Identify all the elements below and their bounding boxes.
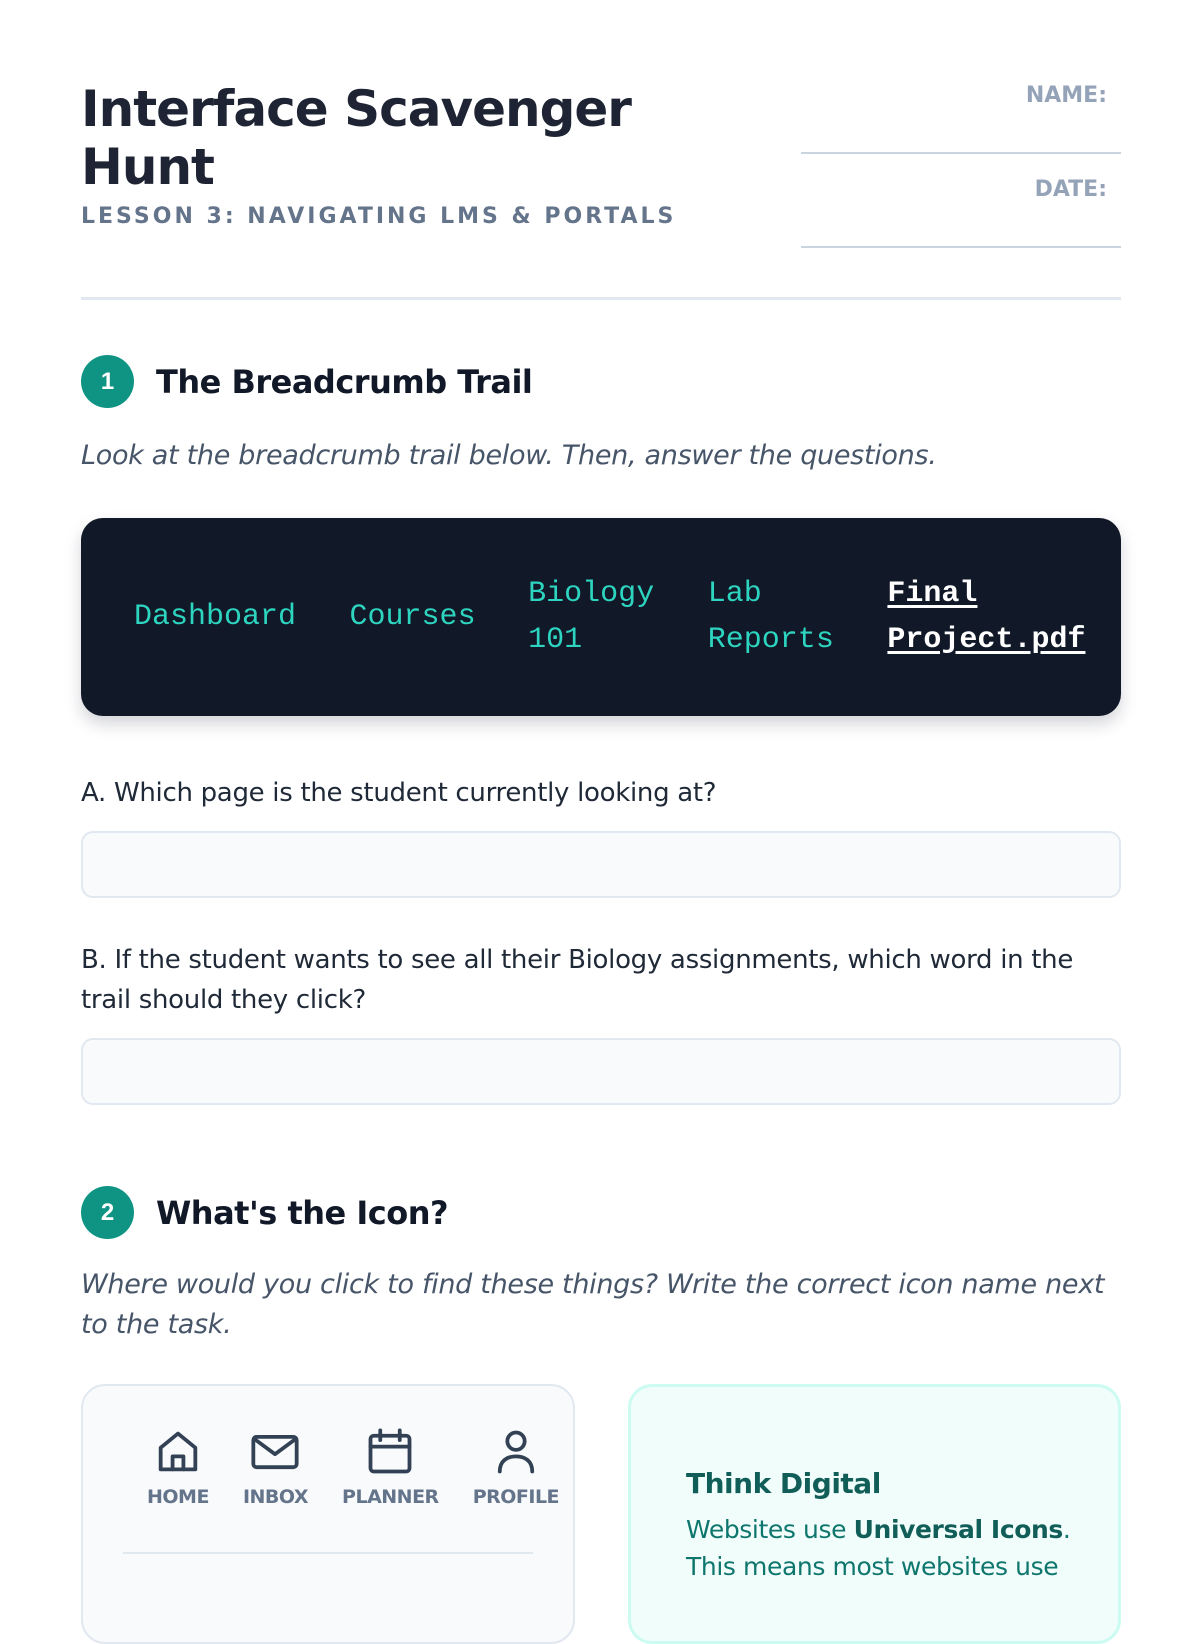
- answer-b-field[interactable]: [81, 1038, 1121, 1105]
- icon-nav-panel: [81, 1384, 575, 1644]
- nav-item-label: INBOX: [242, 1486, 309, 1508]
- question-b: B. If the student wants to see all their Biology assignments, which word in the trail should they click?: [81, 945, 1074, 1015]
- breadcrumb-item-lab-reports[interactable]: Lab Reports: [707, 577, 834, 657]
- tip-box: [628, 1384, 1121, 1644]
- question-a: A. Which page is the student currently looking at?: [81, 778, 717, 808]
- nav-item-label: PROFILE: [472, 1486, 560, 1508]
- section-number-badge: 2: [81, 1186, 134, 1239]
- nav-item-label: HOME: [147, 1486, 209, 1508]
- divider: [123, 1552, 533, 1554]
- breadcrumb-item-dashboard[interactable]: Dashboard: [134, 600, 297, 634]
- section-title: The Breadcrumb Trail: [156, 362, 533, 401]
- home-icon: [152, 1426, 204, 1478]
- worksheet-page: [81, 0, 1121, 1581]
- nav-item-planner[interactable]: [342, 1426, 439, 1508]
- tip-body-emphasis: Universal Icons: [853, 1515, 1063, 1544]
- name-field[interactable]: [801, 59, 1121, 154]
- nav-item-inbox[interactable]: [243, 1426, 308, 1508]
- icon-nav-row: [147, 1426, 593, 1508]
- worksheet-header: [81, 0, 1121, 300]
- mail-icon: [249, 1426, 301, 1478]
- section-title: What's the Icon?: [156, 1193, 449, 1232]
- name-label: NAME:: [1025, 83, 1107, 108]
- breadcrumb: [81, 518, 1121, 716]
- tip-title: Think Digital: [686, 1467, 881, 1500]
- breadcrumb-item-courses[interactable]: Courses: [349, 600, 476, 634]
- lesson-subtitle: LESSON 3: NAVIGATING LMS & PORTALS: [81, 204, 677, 229]
- calendar-icon: [364, 1426, 416, 1478]
- nav-item-label: PLANNER: [342, 1486, 439, 1508]
- answer-a-field[interactable]: [81, 831, 1121, 898]
- section-1-heading: [81, 355, 532, 408]
- nav-item-profile[interactable]: [473, 1426, 559, 1508]
- page-title: Interface Scavenger Hunt: [81, 80, 631, 196]
- breadcrumb-item-biology[interactable]: Biology 101: [528, 577, 655, 657]
- section-number-badge: 1: [81, 355, 134, 408]
- section-1-instructions: Look at the breadcrumb trail below. Then, answer the questions.: [81, 440, 937, 471]
- section-2-heading: [81, 1186, 448, 1239]
- date-label: DATE:: [1034, 177, 1107, 202]
- tip-body-text: Websites use: [686, 1515, 854, 1544]
- nav-item-home[interactable]: [147, 1426, 209, 1508]
- tip-body-text: . This means most websites use: [686, 1515, 1071, 1581]
- user-icon: [490, 1426, 542, 1478]
- breadcrumb-current-page: Final Project.pdf: [887, 577, 1086, 657]
- section-2-instructions: Where would you click to find these things? Write the correct icon name next to the task.: [81, 1269, 1105, 1340]
- date-field[interactable]: [801, 153, 1121, 248]
- tip-body: [686, 1511, 1106, 1585]
